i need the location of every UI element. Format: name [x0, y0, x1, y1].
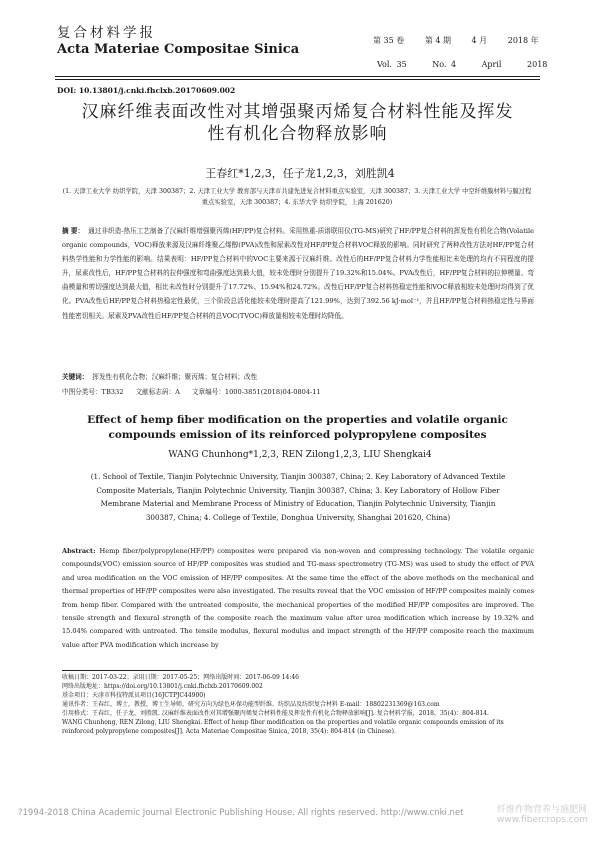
- year-en: 2018: [527, 60, 548, 69]
- abstract-en-label: Abstract:: [62, 547, 96, 555]
- keywords-cn-label: 关键词：: [62, 373, 89, 381]
- issue-info-cn: [373, 35, 557, 46]
- number-en: No. 4: [432, 60, 457, 69]
- abstract-en: [62, 545, 534, 652]
- document-code: 文献标志码：A: [135, 388, 180, 396]
- number-cn: 第 4 期: [424, 36, 451, 45]
- article-id: 文章编号：1000-3851(2018)04-0804-11: [191, 388, 321, 396]
- abstract-cn: [62, 224, 534, 323]
- month-cn: 4 月: [471, 36, 488, 45]
- keywords-cn-text: 挥发性有机化合物；汉麻纤维；聚丙烯；复合材料；改性: [92, 373, 258, 381]
- volume-en: Vol. 35: [377, 60, 407, 69]
- doi: DOI: 10.13801/j.cnki.fhclxb.20170609.002: [57, 86, 236, 95]
- footnote-corresponding: 通讯作者：王春红，博士，教授，博士生导师，研究方向为绿色环保功能型纤维、纺织品及纺织复合材料 E-mail：18802231369@163.com: [62, 701, 440, 708]
- abstract-cn-text: 通过非织造-热压工艺制备了汉麻纤维增强聚丙烯(HF/PP)复合材料。采用热重-质谱联用仪(TG-MS)研究了HF/PP复合材料的挥发性有机化合物(Volatile organic compounds，VOC)释放来源及汉麻纤维聚乙烯醇(PVA)改性和尿素改性对HF/PP复合材料VOC释放的影响。同时研究了两种改性方法对HF/PP复合材料热学性能和力学性能的影响。结果表明：HF/PP复合材料中的VOC主要来源于汉麻纤维。改性后的HF/PP复合材料力学性能相比未处理的均有不同程度的提升，尿素改性后，HF/PP复合材料的拉伸强度和弯曲强度达到最大值，较未处理时分别提升了19.32%和15.04%。PVA改性后，HF/PP复合材料的拉伸模量、弯曲模量和剪切强度达到最大值，相比未改性时分别提升了17.72%、15.94%和24.72%。改性后HF/PP复合材料热稳定性能和VOC释放相较未处理时均得到了优化。PVA改性后HF/PP复合材料热稳定性最优，三个阶段总活化能较未处理时提高了121.99%，达到了392.56 kJ·mol⁻¹，并且HF/PP复合材料热稳定性与界面性能密切相关。尿素及PVA改性后HF/PP复合材料的总VOC(TVOC)释放量相较未处理时均降低。: [62, 227, 534, 320]
- header-rule-thick: [55, 76, 540, 77]
- header-rule-thin: [55, 79, 540, 80]
- abstract-en-text: Hemp fiber/polypropylene(HF/PP) composites were prepared via non-woven and compressing technology. The volatile organic compounds(VOC) emission source of HF/PP composites was studied and TG-mass spectrometry (TG-MS) was used to study the effect of PVA and urea modification on the VOC emission of HF/PP composites. At the same time the effect of the above methods on the mechanical and thermal properties of HF/PP composites were also investigated. The results reveal that the VOC emission of HF/PP composites mainly comes from hemp fiber. Compared with the untreated composite, the mechanical properties of the modified HF/PP composites are improved. The tensile strength and flexural strength of the composite reach the maximum value after urea modification which increase by 19.32% and 15.04% compared with untreated. The tensile modulus, flexural modulus and impact strength of the HF/PP composite reach the maximum value after PVA modification which increase by: [62, 547, 534, 649]
- classification-cn: [62, 386, 534, 396]
- watermark-cn: 纤维作物营养与施肥网: [497, 805, 588, 815]
- authors-en: WANG Chunhong*1,2,3, REN Zilong1,2,3, LIU Shengkai4: [168, 450, 432, 460]
- year-cn: 2018 年: [507, 36, 539, 45]
- title-en: Effect of hemp fiber modification on the properties and volatile organic compounds emission of its reinforced polypropylene composites: [87, 414, 508, 441]
- month-en: April: [481, 60, 502, 69]
- affiliations-cn: (1. 天津工业大学 纺织学院，天津 300387；2. 天津工业大学 教育部与天津市共建先进复合材料重点实验室，天津 300387；3. 天津工业大学 中空纤维膜材料与膜过程重点实验室，天津 300387；4. 东华大学 纺织学院，上海 201620): [62, 188, 532, 206]
- journal-name-cn: 复合材料学报: [57, 25, 156, 41]
- issue-info-en: [377, 60, 568, 69]
- watermark-url: www.fibercrops.com: [497, 815, 588, 825]
- footnote-url: 网络出版地址：https://doi.org/10.13801/j.cnki.fhclxb.20170609.002: [62, 683, 263, 690]
- footnote-received: 收稿日期：2017-03-22；录用日期：2017-05-25；网络出版时间：2017-06-09 14:46: [62, 674, 299, 681]
- volume-cn: 第 35 卷: [373, 36, 405, 45]
- footnotes: [62, 673, 534, 736]
- footnote-rule: [62, 670, 192, 671]
- keywords-cn: [62, 371, 534, 381]
- authors-cn: 王春红*1,2,3，任子龙1,2,3，刘胜凯4: [205, 167, 395, 180]
- journal-name-en: Acta Materiae Compositae Sinica: [57, 42, 300, 57]
- abstract-cn-label: 摘 要：: [62, 227, 85, 235]
- footnote-cite-en: WANG Chunhong, REN Zilong, LIU Shengkai. Effect of hemp fiber modification on the properties and volatile organic compounds emission of its reinforced polypropylene composites[J]. Acta Materiae Compositae Sinica, 2018, 35(4): 804-814 (in Chinese).: [62, 719, 504, 735]
- footnote-fund: 基金项目：天津市科技特派员项目(16JCTPJC44900): [62, 692, 206, 699]
- title-cn: 汉麻纤维表面改性对其增强聚丙烯复合材料性能及挥发性有机化合物释放影响: [81, 102, 514, 144]
- copyright-line: ?1994-2018 China Academic Journal Electronic Publishing House. All rights reserved. http://www.cnki.net: [18, 808, 464, 818]
- footnote-cite-cn: 引用格式：王春红，任子龙，刘胜凯. 汉麻纤维表面改性对其增强聚丙烯复合材料性能及挥发性有机化合物释放影响[J]. 复合材料学报，2018，35(4)：804-814.: [62, 710, 489, 717]
- clc-number: 中图分类号：TB332: [62, 388, 124, 396]
- affiliations-en: (1. School of Textile, Tianjin Polytechnic University, Tianjin 300387, China; 2. Key Laboratory of Advanced Textile Composite Materials, Tianjin Polytechnic University, Tianjin 300387, China; 3. Key Laboratory of Hollow Fiber Membrane Material and Membrane Process of Ministry of Education, Tianjin Polytechnic University, Tianjin 300387, China; 4. College of Textile, Donghua University, Shanghai 201620, China): [90, 472, 506, 522]
